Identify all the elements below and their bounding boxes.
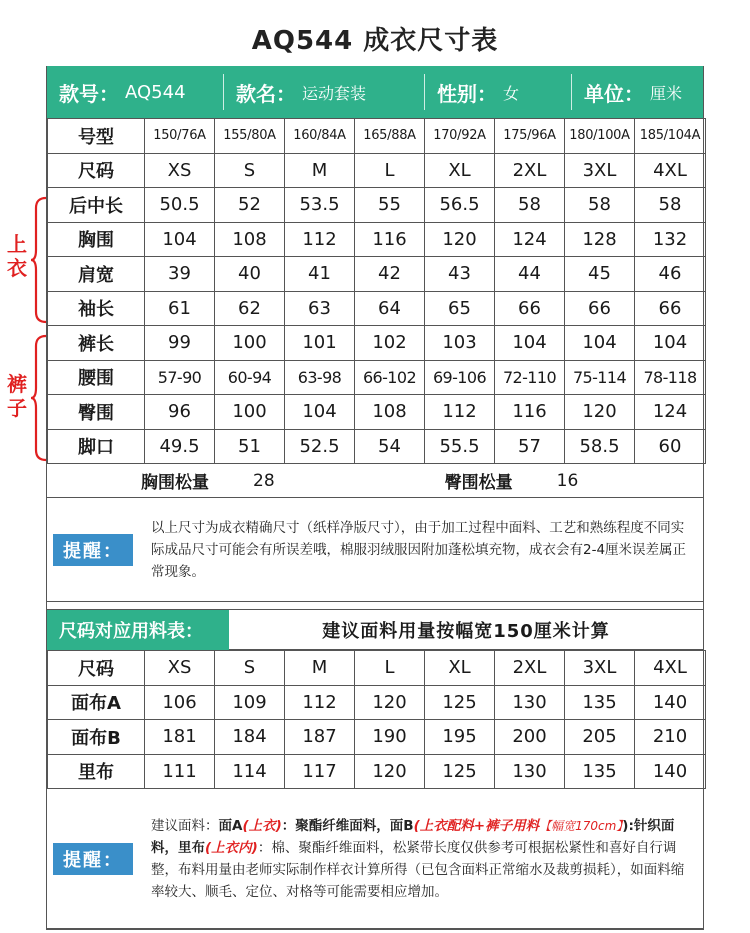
table-cell: 111	[145, 754, 215, 789]
table-cell: 175/96A	[495, 119, 565, 154]
table-cell: 58	[635, 188, 706, 223]
table-row	[48, 257, 706, 292]
reminder2-part: )	[622, 817, 629, 834]
table-cell: S	[215, 153, 285, 188]
style-name-value: 运动套装	[302, 83, 367, 103]
table-cell: 120	[355, 754, 425, 789]
table-cell: 52.5	[285, 429, 355, 464]
row-label: 胸围	[48, 222, 145, 257]
table-cell: 64	[355, 291, 425, 326]
chest-ease-label: 胸围松量	[141, 473, 209, 493]
table-cell: 100	[215, 395, 285, 430]
row-label: 裤长	[48, 326, 145, 361]
table-cell: 125	[425, 685, 495, 720]
table-cell: 78-118	[635, 360, 706, 395]
table-cell: 102	[355, 326, 425, 361]
table-cell: 112	[285, 685, 355, 720]
table-cell: 210	[635, 720, 706, 755]
table-cell: 44	[495, 257, 565, 292]
table-cell: 66	[635, 291, 706, 326]
table-cell: S	[215, 651, 285, 686]
table-cell: 58	[565, 188, 635, 223]
row-label: 臀围	[48, 395, 145, 430]
reminder-tag-2: 提醒：	[53, 843, 133, 875]
table-row	[48, 326, 706, 361]
table-cell: 42	[355, 257, 425, 292]
table-row	[48, 395, 706, 430]
table-cell: 120	[425, 222, 495, 257]
page-title: AQ544 成衣尺寸表	[251, 26, 499, 56]
table-cell: XL	[425, 153, 495, 188]
table-cell: 135	[565, 754, 635, 789]
table-cell: 66	[565, 291, 635, 326]
table-cell: 108	[355, 395, 425, 430]
table-cell: 96	[145, 395, 215, 430]
table-cell: 62	[215, 291, 285, 326]
table-cell: 4XL	[635, 651, 706, 686]
reminder2-part: 建议面料：	[151, 817, 219, 834]
table-cell: XL	[425, 651, 495, 686]
table-cell: 3XL	[565, 651, 635, 686]
table-cell: 2XL	[495, 153, 565, 188]
gender-label: 性别：	[437, 81, 497, 106]
table-row	[48, 720, 706, 755]
material-table	[47, 650, 706, 789]
table-row	[48, 188, 706, 223]
table-cell: 60	[635, 429, 706, 464]
table-row	[48, 429, 706, 464]
table-cell: 165/88A	[355, 119, 425, 154]
table-cell: 104	[145, 222, 215, 257]
table-cell: 120	[355, 685, 425, 720]
table-cell: 66	[495, 291, 565, 326]
table-cell: 104	[285, 395, 355, 430]
table-cell: 190	[355, 720, 425, 755]
table-row	[48, 685, 706, 720]
style-name-label: 款名：	[236, 81, 296, 106]
table-cell: 72-110	[495, 360, 565, 395]
table-cell: 124	[635, 395, 706, 430]
table-cell: 46	[635, 257, 706, 292]
row-label: 袖长	[48, 291, 145, 326]
table-row	[48, 153, 706, 188]
table-cell: 2XL	[495, 651, 565, 686]
table-cell: 160/84A	[285, 119, 355, 154]
table-cell: 104	[565, 326, 635, 361]
hip-ease-value: 16	[556, 470, 579, 491]
table-cell: 109	[215, 685, 285, 720]
table-cell: 124	[495, 222, 565, 257]
side-label-pants: 裤子	[7, 372, 27, 420]
reminder2-part: ：棉、聚酯纤维面料，松紧带长度仅供参考可根据松紧性和喜好自行调整，布料用量由老师实际制作样衣计算所得（已包含面料正常缩水及裁剪损耗），如面料缩率较大、顺毛、定位、对格等可能需要相应增加。	[151, 839, 685, 900]
table-cell: 4XL	[635, 153, 706, 188]
table-cell: XS	[145, 651, 215, 686]
table-cell: 104	[495, 326, 565, 361]
table-cell: 45	[565, 257, 635, 292]
reminder2-part: (上衣)	[242, 817, 282, 834]
table-cell: 114	[215, 754, 285, 789]
table-cell: 116	[355, 222, 425, 257]
table-cell: 60-94	[215, 360, 285, 395]
gender-value: 女	[503, 83, 520, 103]
table-cell: 63-98	[285, 360, 355, 395]
table-cell: 41	[285, 257, 355, 292]
row-label: 肩宽	[48, 257, 145, 292]
reminder-text-1: 以上尺寸为成衣精确尺寸（纸样净版尺寸），由于加工过程中面料、工艺和熟练程度不同实际成品尺寸可能会有所误差哦，棉服羽绒服因附加蓬松填充物，成衣会有2-4厘米误差属正常现象。	[151, 519, 687, 580]
table-cell: 106	[145, 685, 215, 720]
table-cell: 180/100A	[565, 119, 635, 154]
table-cell: 184	[215, 720, 285, 755]
reminder-tag-1: 提醒：	[53, 534, 133, 566]
table-cell: 53.5	[285, 188, 355, 223]
table-row	[48, 651, 706, 686]
table-cell: 116	[495, 395, 565, 430]
table-cell: 57	[495, 429, 565, 464]
table-cell: M	[285, 153, 355, 188]
reminder2-part: :针织面料，里布	[151, 817, 675, 856]
style-no-label: 款号：	[59, 81, 119, 106]
row-label: 面布A	[48, 685, 145, 720]
table-row	[48, 291, 706, 326]
table-cell: 132	[635, 222, 706, 257]
table-cell: 57-90	[145, 360, 215, 395]
table-cell: 140	[635, 754, 706, 789]
table-cell: 117	[285, 754, 355, 789]
material-header	[47, 610, 703, 650]
table-cell: 140	[635, 685, 706, 720]
product-header-bar	[47, 66, 703, 118]
table-cell: 101	[285, 326, 355, 361]
table-cell: L	[355, 153, 425, 188]
chest-ease-value: 28	[253, 470, 275, 491]
table-cell: 205	[565, 720, 635, 755]
reminder2-part: 面A	[218, 817, 243, 834]
table-cell: XS	[145, 153, 215, 188]
table-cell: 63	[285, 291, 355, 326]
table-cell: 128	[565, 222, 635, 257]
reminder2-part: 【幅宽170cm】	[539, 818, 623, 833]
table-cell: 112	[425, 395, 495, 430]
table-cell: 100	[215, 326, 285, 361]
hip-ease-label: 臀围松量	[444, 473, 513, 493]
table-cell: 56.5	[425, 188, 495, 223]
row-label: 脚口	[48, 429, 145, 464]
table-cell: 49.5	[145, 429, 215, 464]
row-label: 里布	[48, 754, 145, 789]
reminder-box-1	[47, 498, 703, 602]
table-cell: 195	[425, 720, 495, 755]
table-row	[48, 119, 706, 154]
table-cell: 39	[145, 257, 215, 292]
table-row	[48, 222, 706, 257]
size-sheet	[46, 66, 704, 930]
table-cell: 130	[495, 685, 565, 720]
table-cell: 55.5	[425, 429, 495, 464]
reminder2-part: ：聚酯纤维面料，面B	[281, 817, 414, 834]
table-cell: 120	[565, 395, 635, 430]
table-cell: 155/80A	[215, 119, 285, 154]
table-cell: 112	[285, 222, 355, 257]
unit-value: 厘米	[650, 83, 683, 103]
row-label: 腰围	[48, 360, 145, 395]
row-label: 面布B	[48, 720, 145, 755]
reminder-text-2	[133, 805, 703, 913]
row-label: 尺码	[48, 651, 145, 686]
table-cell: 187	[285, 720, 355, 755]
table-cell: M	[285, 651, 355, 686]
table-cell: 170/92A	[425, 119, 495, 154]
row-label: 后中长	[48, 188, 145, 223]
material-note: 建议面料用量按幅宽150厘米计算	[322, 620, 610, 642]
table-cell: 125	[425, 754, 495, 789]
table-cell: 58.5	[565, 429, 635, 464]
table-cell: 130	[495, 754, 565, 789]
row-label: 号型	[48, 119, 145, 154]
table-row	[48, 754, 706, 789]
table-cell: 40	[215, 257, 285, 292]
size-table	[47, 118, 706, 464]
table-cell: 65	[425, 291, 495, 326]
ease-row	[47, 464, 703, 498]
table-cell: 181	[145, 720, 215, 755]
table-cell: 104	[635, 326, 706, 361]
material-tag: 尺码对应用料表：	[47, 610, 229, 650]
table-cell: 3XL	[565, 153, 635, 188]
side-label-top: 上衣	[7, 232, 27, 280]
table-cell: 200	[495, 720, 565, 755]
table-cell: 135	[565, 685, 635, 720]
table-cell: 54	[355, 429, 425, 464]
reminder2-part: (上衣配料+裤子用料	[413, 817, 540, 834]
reminder-box-2	[47, 789, 703, 929]
table-row	[48, 360, 706, 395]
table-cell: 61	[145, 291, 215, 326]
table-cell: 150/76A	[145, 119, 215, 154]
table-cell: 52	[215, 188, 285, 223]
table-cell: 99	[145, 326, 215, 361]
reminder2-part: (上衣内)	[205, 839, 258, 856]
table-cell: 69-106	[425, 360, 495, 395]
table-cell: L	[355, 651, 425, 686]
table-cell: 108	[215, 222, 285, 257]
table-cell: 75-114	[565, 360, 635, 395]
table-cell: 103	[425, 326, 495, 361]
table-cell: 51	[215, 429, 285, 464]
unit-label: 单位：	[584, 81, 644, 106]
table-cell: 58	[495, 188, 565, 223]
table-cell: 50.5	[145, 188, 215, 223]
table-cell: 43	[425, 257, 495, 292]
style-no-value: AQ544	[125, 81, 186, 103]
row-label: 尺码	[48, 153, 145, 188]
table-cell: 185/104A	[635, 119, 706, 154]
table-cell: 55	[355, 188, 425, 223]
table-cell: 66-102	[355, 360, 425, 395]
